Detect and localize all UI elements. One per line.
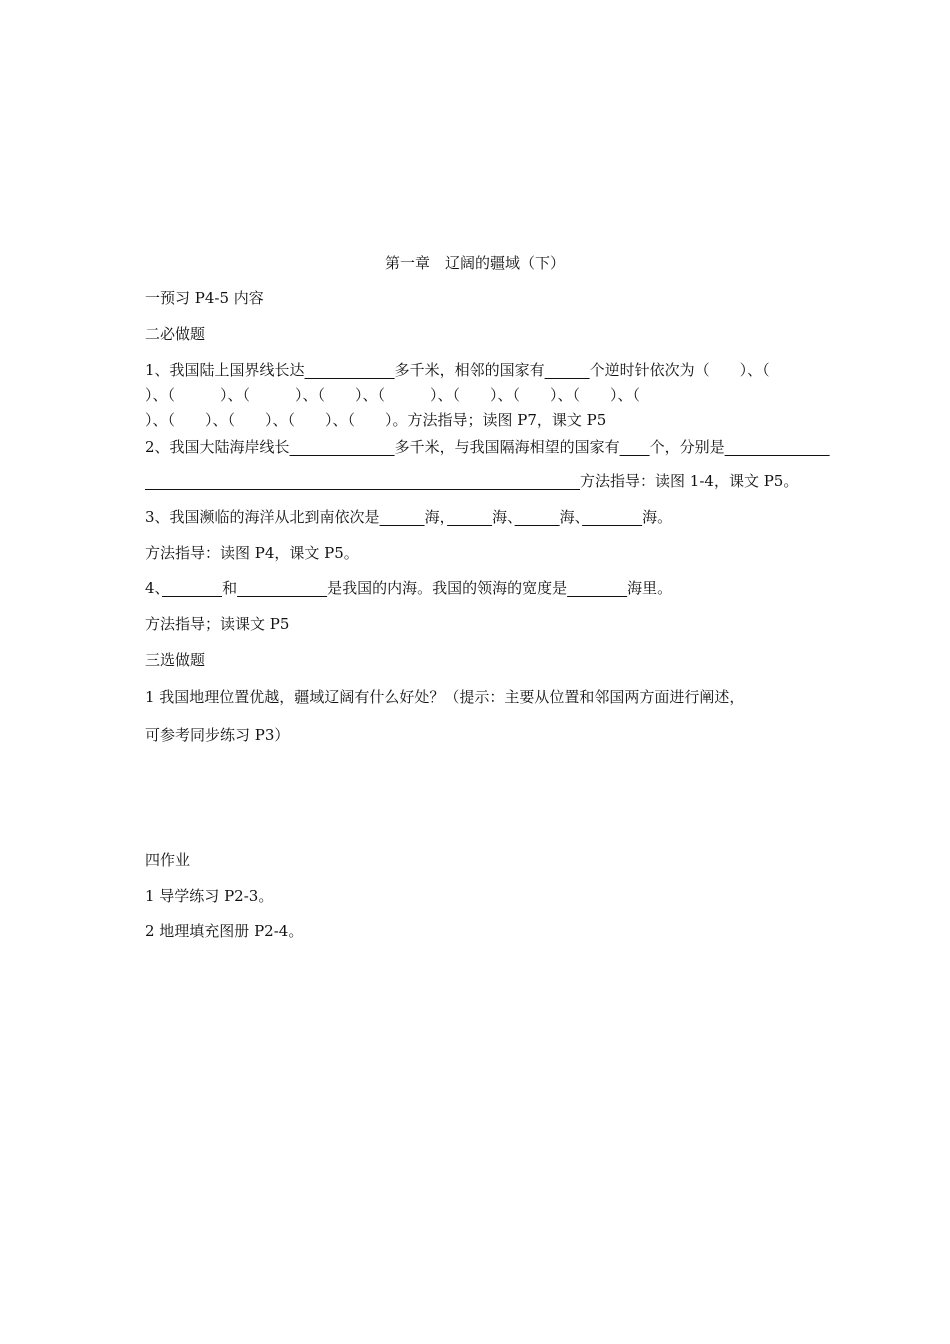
question-1-line-3: ）、（ ）、（ ）、（ ）、（ ）。方法指导；读图 P7，课文 P5 [145,411,607,429]
optional-question-1-line-2: 可参考同步练习 P3） [145,726,290,744]
blank[interactable] [290,438,395,456]
question-3-method: 方法指导：读图 P4，课文 P5。 [145,544,359,562]
homework-item-2: 2 地理填充图册 P2-4。 [145,922,304,940]
blank[interactable] [515,508,560,526]
question-1-line-1: 1、我国陆上国界线长达 多千米，相邻的国家有 个逆时针依次为（ ）、（ [145,361,770,379]
blank[interactable] [567,579,627,597]
question-1-line-2: ）、（ ）、（ ）、（ ）、（ ）、（ ）、（ ）、（ ）、（ [145,386,641,404]
section-preview: 一预习 P4-5 内容 [145,289,264,307]
page-title: 第一章 辽阔的疆域（下） [384,254,565,272]
blank[interactable] [725,438,830,456]
section-optional: 三选做题 [145,651,206,669]
homework-item-1: 1 导学练习 P2-3。 [145,887,274,905]
blank[interactable] [237,579,327,597]
question-4: 4、 和 是我国的内海。我国的领海的宽度是 海里。 [145,579,673,597]
blank[interactable] [145,472,580,490]
blank[interactable] [545,361,590,379]
blank[interactable] [582,508,642,526]
blank[interactable] [162,579,222,597]
optional-question-1-line-1: 1 我国地理位置优越，疆域辽阔有什么好处？（提示：主要从位置和邻国两方面进行阐述， [145,688,745,706]
question-2-line-1: 2、我国大陆海岸线长 多千米，与我国隔海相望的国家有 个，分别是 [145,437,830,457]
blank[interactable] [380,508,425,526]
question-4-method: 方法指导；读课文 P5 [145,615,290,633]
question-2-line-2: 方法指导：读图 1-4，课文 P5。 [145,471,798,491]
question-3: 3、我国濒临的海洋从北到南依次是 海， 海、 海、 海。 [145,508,673,526]
blank[interactable] [305,361,395,379]
blank[interactable] [447,508,492,526]
section-required: 二必做题 [145,325,206,343]
section-homework: 四作业 [145,851,191,869]
blank[interactable] [620,438,650,456]
